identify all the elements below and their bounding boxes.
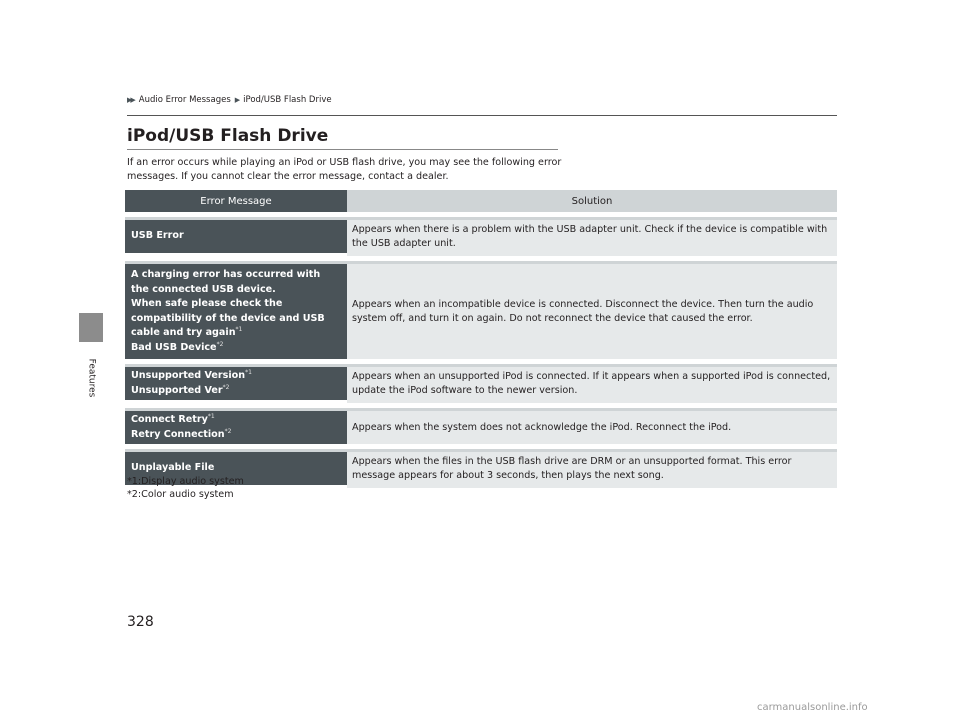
footnote-ref: *1 — [207, 412, 215, 420]
header-rule — [127, 115, 837, 116]
breadcrumb — [127, 95, 332, 105]
footnote-ref: *2 — [222, 383, 230, 391]
footnote: *2:Color audio system — [127, 489, 234, 500]
solution-cell: Appears when there is a problem with the USB adapter unit. Check if the device is compatible with the USB adapter unit. — [347, 217, 837, 256]
solution-cell: Appears when an incompatible device is connected. Disconnect the device. Then turn the audio system off, and turn it on again. Do not reconnect the device that caused the error. — [347, 261, 837, 359]
column-header-error-message: Error Message — [125, 190, 347, 212]
footnote-ref: *1 — [235, 325, 243, 333]
section-tab-marker — [79, 313, 103, 342]
breadcrumb-arrow-icon: ▶ — [234, 96, 239, 104]
section-side-label: Features — [86, 358, 97, 398]
breadcrumb-page: iPod/USB Flash Drive — [243, 95, 332, 105]
footnote-ref: *2 — [216, 340, 224, 348]
solution-cell: Appears when an unsupported iPod is connected. If it appears when a supported iPod is connected, update the iPod software to the newer version. — [347, 364, 837, 403]
intro-paragraph: If an error occurs while playing an iPod or USB flash drive, you may see the following error messages. If you cannot clear the error message, contact a dealer. — [127, 157, 562, 182]
error-message-table — [125, 190, 837, 488]
footnote: *1:Display audio system — [127, 476, 244, 487]
error-message-cell: Unplayable File — [125, 449, 347, 485]
error-message-cell: Connect Retry$^{*1}$ Retry Connection$^{*2}$ — [125, 408, 347, 444]
page-number: 328 — [127, 614, 154, 630]
title-rule — [127, 149, 558, 150]
error-message-cell: USB Error — [125, 217, 347, 253]
breadcrumb-arrow-icon: ▶▶ — [127, 96, 134, 104]
watermark: carmanualsonline.info — [757, 702, 868, 713]
error-message-cell: A charging error has occurred with the connected USB device. When safe please check the compatibility of the device and USB cable and try again$^{*1}$ Bad USB Device$^{*2}$ — [125, 261, 347, 359]
solution-cell: Appears when the system does not acknowledge the iPod. Reconnect the iPod. — [347, 408, 837, 444]
footnotes — [127, 475, 244, 501]
solution-cell: Appears when the files in the USB flash drive are DRM or an unsupported format. This error message appears for about 3 seconds, then plays the next song. — [347, 449, 837, 488]
page-title: iPod/USB Flash Drive — [127, 126, 329, 146]
column-header-solution: Solution — [347, 190, 837, 212]
breadcrumb-section[interactable]: Audio Error Messages — [138, 95, 231, 105]
footnote-ref: *2 — [224, 427, 232, 435]
footnote-ref: *1 — [245, 368, 252, 376]
error-message-cell: Unsupported Version$^{*1}$ Unsupported Ver$^{*2}$ — [125, 364, 347, 400]
